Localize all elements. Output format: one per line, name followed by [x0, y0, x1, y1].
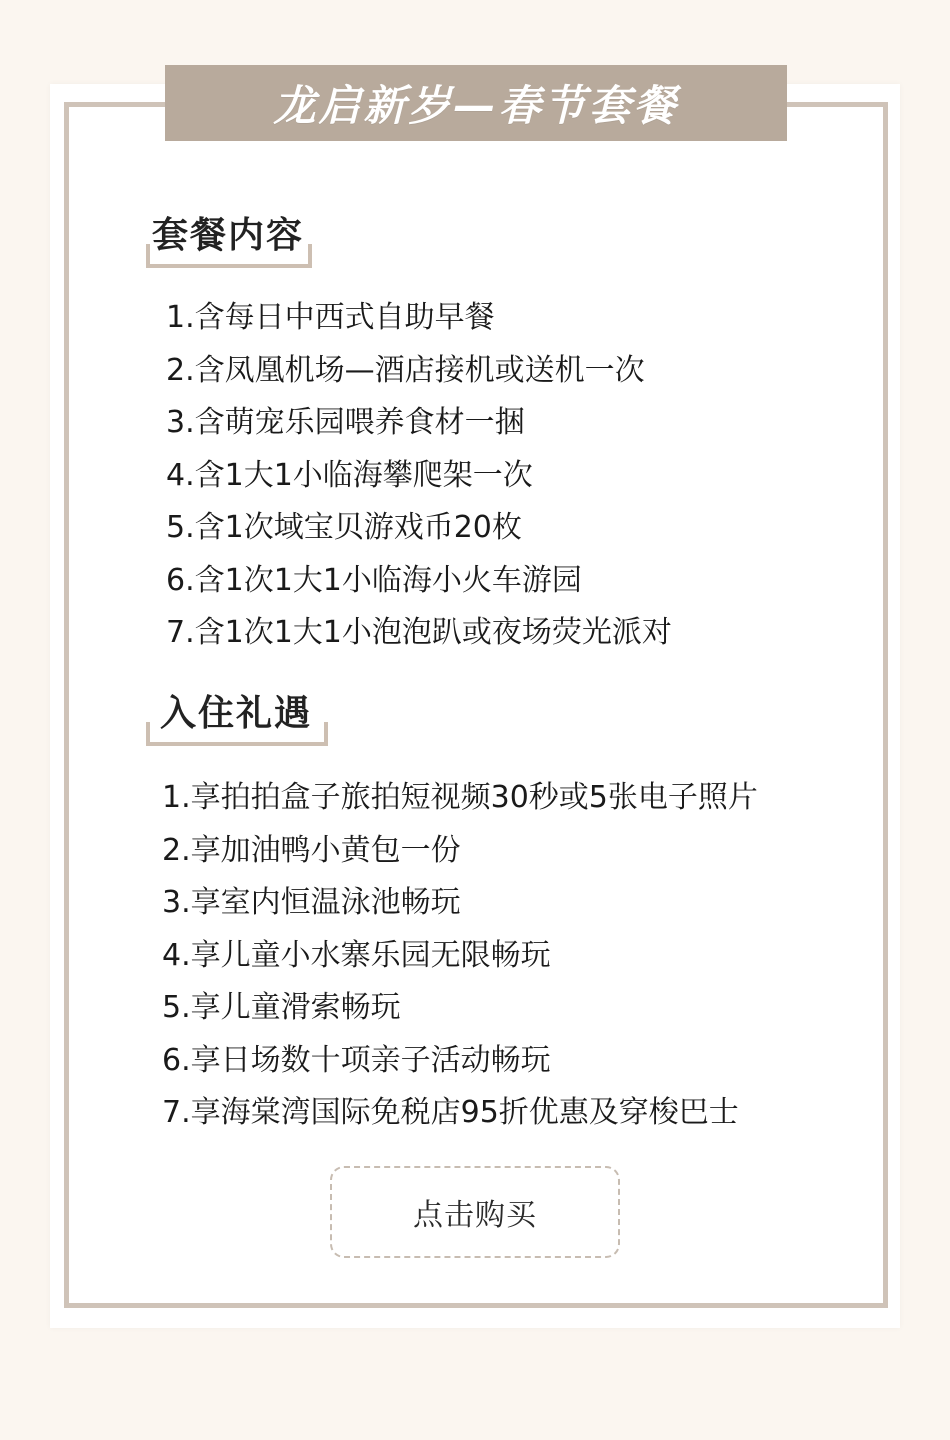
package-list: [166, 292, 672, 660]
title-banner: [165, 65, 787, 141]
list-item: 3.含萌宠乐园喂养食材一捆: [166, 405, 525, 440]
buy-button[interactable]: [330, 1166, 620, 1258]
package-heading-text: 套餐内容: [152, 215, 305, 256]
buy-button-label: 点击购买: [413, 1198, 537, 1233]
perks-heading-text: 入住礼遇: [160, 693, 313, 734]
package-heading: [146, 214, 304, 274]
list-item: 2.含凤凰机场—酒店接机或送机一次: [166, 352, 645, 388]
list-item: 4.享儿童小水寨乐园无限畅玩: [162, 937, 551, 973]
list-item: 2.享加油鸭小黄包一份: [162, 832, 461, 868]
list-item: 7.含1次1大1小泡泡趴或夜场荧光派对: [166, 615, 672, 650]
perks-heading: [146, 692, 312, 752]
perks-list: [162, 772, 758, 1140]
list-item: 1.享拍拍盒子旅拍短视频30秒或5张电子照片: [162, 780, 758, 815]
list-item: 5.含1次域宝贝游戏币20枚: [166, 510, 522, 545]
list-item: 5.享儿童滑索畅玩: [162, 990, 401, 1025]
list-item: 7.享海棠湾国际免税店95折优惠及穿梭巴士: [162, 1095, 739, 1130]
page-title: 龙启新岁—春节套餐: [273, 81, 679, 130]
list-item: 3.享室内恒温泳池畅玩: [162, 885, 461, 920]
list-item: 6.享日场数十项亲子活动畅玩: [162, 1042, 551, 1078]
list-item: 6.含1次1大1小临海小火车游园: [166, 562, 582, 598]
list-item: 4.含1大1小临海攀爬架一次: [166, 457, 533, 493]
list-item: 1.含每日中西式自助早餐: [166, 300, 495, 335]
